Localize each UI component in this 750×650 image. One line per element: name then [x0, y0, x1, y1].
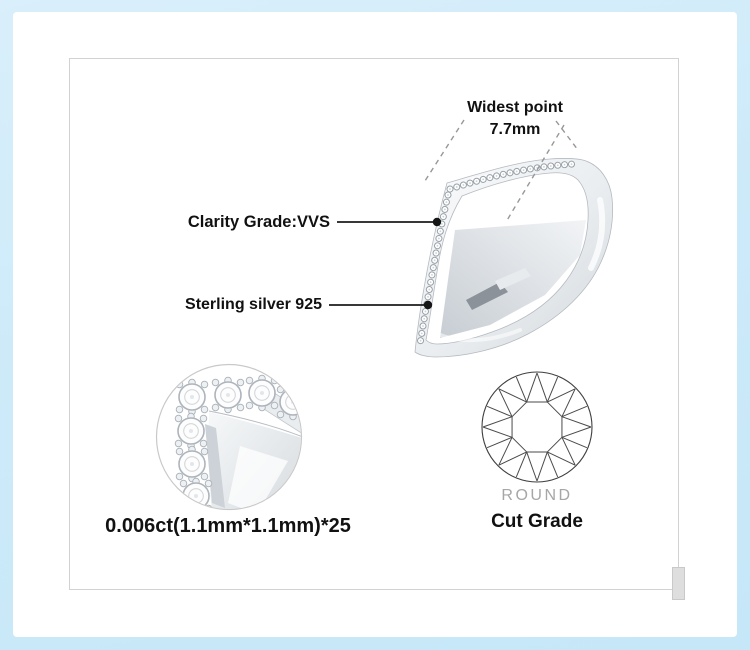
- magnifier-circle-icon: [157, 365, 309, 523]
- widest-point-label: Widest point: [467, 99, 563, 116]
- material-leader-line: [329, 301, 432, 309]
- cut-shape-label: ROUND: [501, 487, 573, 504]
- diamond-facets: [483, 373, 591, 481]
- clarity-leader-line: [337, 218, 441, 226]
- clarity-grade-label: Clarity Grade:VVS: [187, 213, 330, 231]
- round-cut-diagram-icon: [482, 372, 592, 482]
- stone-spec-text: 0.006ct(1.1mm*1.1mm)*25: [105, 515, 351, 537]
- material-label: Sterling silver 925: [185, 296, 322, 313]
- widest-point-value: 7.7mm: [489, 121, 541, 138]
- cut-grade-title: Cut Grade: [491, 511, 583, 532]
- ring-photo-icon: [415, 158, 613, 357]
